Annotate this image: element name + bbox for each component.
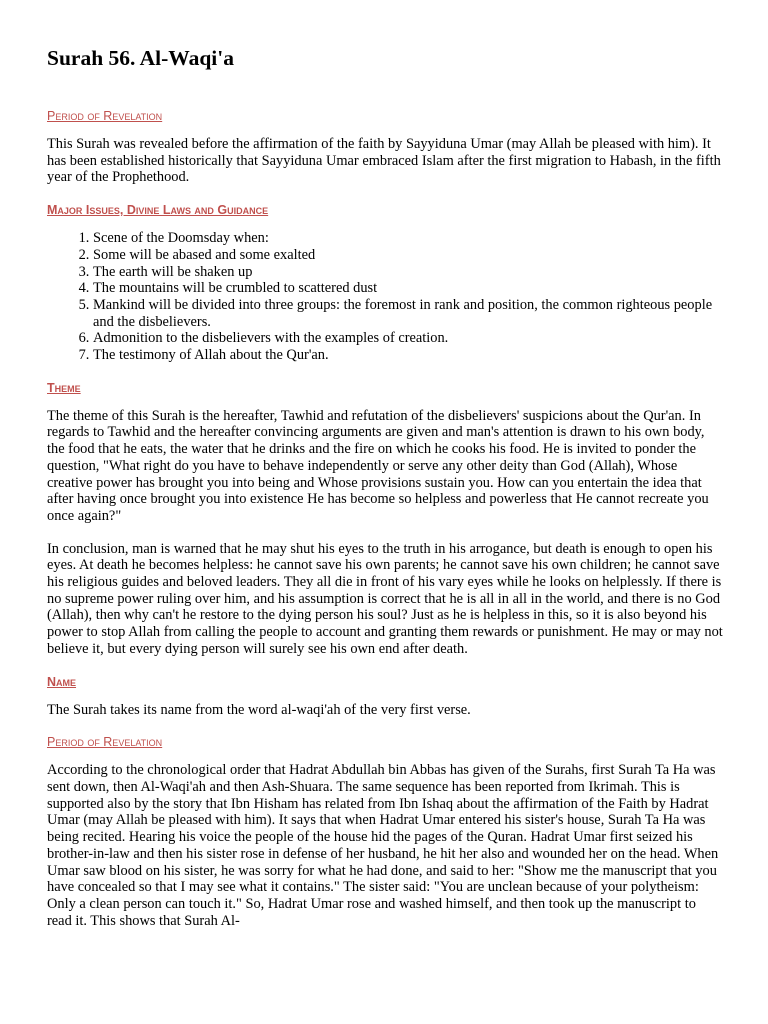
list-item: 6. Admonition to the disbelievers with the examples of creation. [93,330,723,347]
list-item: 1. Scene of the Doomsday when: [93,230,723,247]
name-text: The Surah takes its name from the word al-waqi'ah of the very first verse. [47,701,471,718]
list-item: 5. Mankind will be divided into three groups: the foremost in rank and position, the common righteous people and the disbelievers. [93,297,723,330]
period-of-revelation-heading: Period of Revelation [47,109,163,123]
theme-paragraph-2: In conclusion, man is warned that he may shut his eyes to the truth in his arrogance, but death is enough to open his eyes. At death he becomes helpless: he cannot save his own parents; he cannot save his own children; he cannot save his religious guides and beloved leaders. They all die in front of his vary eyes while he looks on helplessly. If there is no supreme power ruling over him, and his assumption is correct that he is all in all in the world, and there is no God (Allah), then why can't he restore to the dying person his soul? Just as he is helpless in this, so it is also beyond his power to stop Allah from calling the people to account and granting them rewards or punishment. He may or may not believe it, but every dying person will surely see his own end after death. [47,540,723,657]
period-of-revelation-text-2: According to the chronological order that Hadrat Abdullah bin Abbas has given of the Surahs, first Surah Ta Ha was sent down, then Al-Waqi'ah and then Ash-Shuara. The same sequence has been reported from Ikrimah. This is supported also by the story that Ibn Hisham has related from Ibn Ishaq about the affirmation of the Faith by Hadrat Umar (may Allah be pleased with him). It says that when Hadrat Umar entered his sister's house, Surah Ta Ha was being recited. Hearing his voice the people of the house hid the pages of the Quran. Hadrat Umar first seized his brother-in-law and then his sister rose in defense of her husband, he hit her also and wounded her on the head. When Umar saw blood on his sister, he was sorry for what he had done, and said to her: "Show me the manuscript that you have concealed so that I may see what it contains." The sister said: "You are unclean because of your polytheism: Only a clean person can touch it." So, Hadrat Umar rose and washed himself, and then took up the manuscript to read it. This shows that Surah Al- [47,762,719,929]
list-item: 3. The earth will be shaken up [93,264,723,281]
period-of-revelation-text: This Surah was revealed before the affirmation of the faith by Sayyiduna Umar (may Allah be pleased with him). It has been established historically that Sayyiduna Umar embraced Islam after the first migration to Habash, in the fifth year of the Prophethood. [47,136,721,186]
document-content [47,44,723,929]
page-title: Surah 56. Al-Waqi'a [47,46,234,70]
list-item: 7. The testimony of Allah about the Qur'an. [93,347,723,364]
major-issues-list [47,230,723,364]
theme-heading: Theme [47,380,81,395]
list-item: 4. The mountains will be crumbled to scattered dust [93,280,723,297]
list-item: 2. Some will be abased and some exalted [93,247,723,264]
theme-paragraph-1: The theme of this Surah is the hereafter, Tawhid and refutation of the disbelievers' suspicions about the Qur'an. In regards to Tawhid and the hereafter convincing arguments are given and man's attention is drawn to his own body, the food that he eats, the water that he drinks and the fire on which he cooks his food. He is invited to ponder the question, "What right do you have to behave independently or serve any other deity than God (Allah), Whose creative power has brought you into being and Whose provisions sustain you. How can you entertain the idea that after having once brought you into existence He has become so helpless and powerless that He cannot recreate you once again?" [47,407,709,524]
major-issues-heading: Major Issues, Divine Laws and Guidance [47,203,269,218]
name-heading: Name [47,674,77,689]
period-of-revelation-heading-2: Period of Revelation [47,735,163,750]
